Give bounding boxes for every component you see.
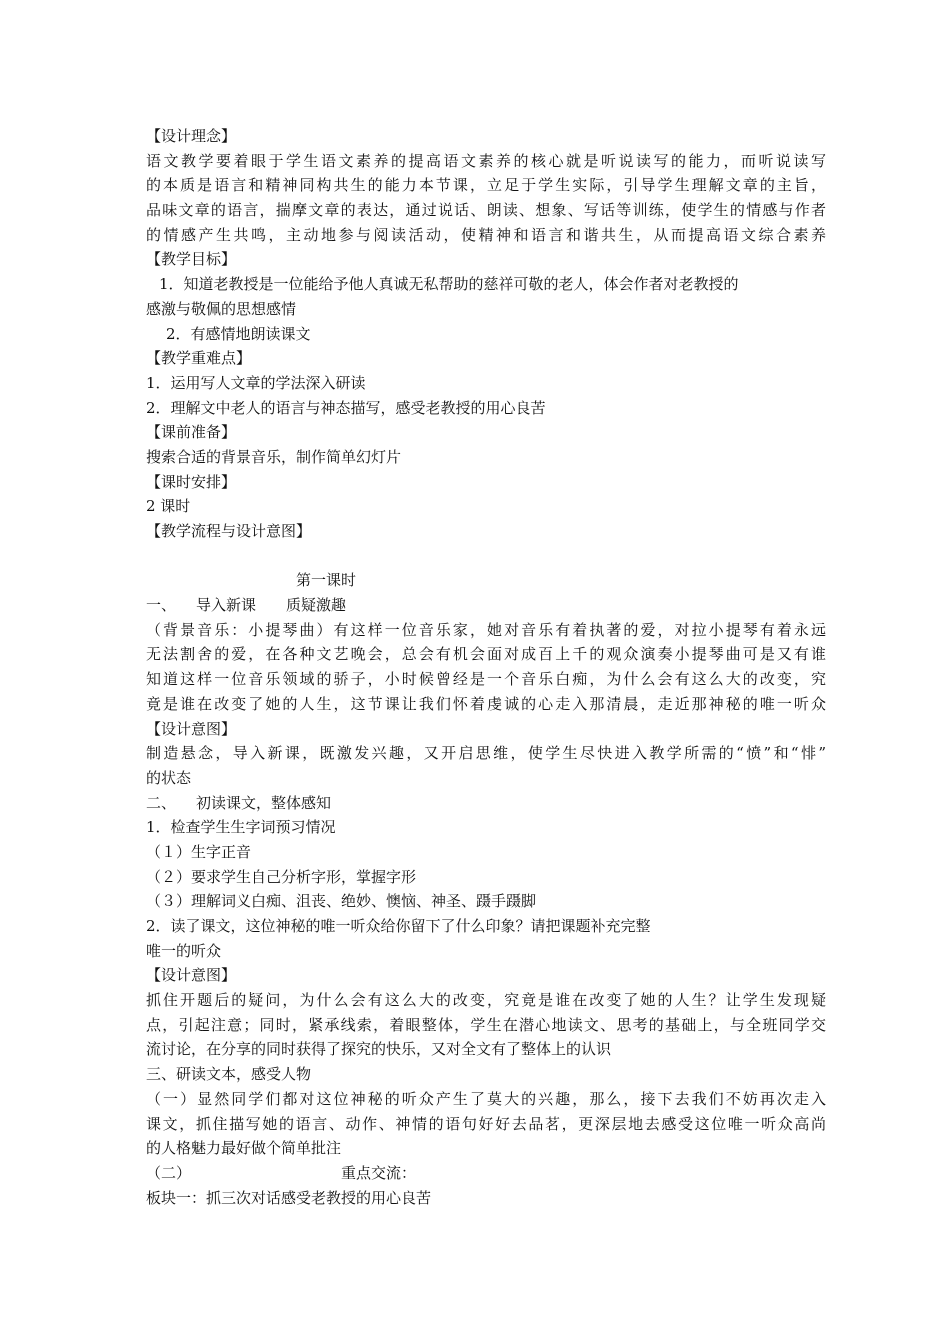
schedule-heading: 【课时安排】 (146, 472, 237, 491)
part-3-sub-2-title: 重点交流： (341, 1163, 417, 1182)
key-point-1: 1．运用写人文章的学法深入研读 (146, 373, 366, 392)
goal-1-line-1: 1．知道老教授是一位能给予他人真诚无私帮助的慈祥可敬的老人，体会作者对老教授的 (159, 275, 739, 294)
goal-1-line-2: 感激与敬佩的思想感情 (146, 299, 297, 318)
part-1-line: 竟是谁在改变了她的人生，这节课让我们怀着虔诚的心走入那清晨，走近那神秘的唯一听众 (146, 694, 826, 713)
schedule-text: 2 课时 (146, 497, 191, 516)
part-3-heading: 三、研读文本，感受人物 (146, 1065, 312, 1084)
part-1-number: 一、 (146, 596, 177, 615)
blank-line (146, 544, 826, 569)
part-2-heading (146, 791, 826, 816)
part-2-intent-heading: 【设计意图】 (146, 966, 237, 985)
design-concept-line: 品味文章的语言，揣摩文章的表达，通过说话、朗读、想象、写话等训练，使学生的情感与作者 (146, 201, 826, 220)
part-1-intent-line: 的状态 (146, 768, 192, 787)
part-1-intent-heading: 【设计意图】 (146, 719, 237, 738)
part-3-block-1: 板块一：抓三次对话感受老教授的用心良苦 (146, 1188, 432, 1207)
goal-2: 2．有感情地朗读课文 (166, 324, 311, 343)
flow-heading: 【教学流程与设计意图】 (146, 522, 312, 540)
part-3-sub-1-line: （一）显然同学们都对这位神秘的听众产生了莫大的兴趣，那么，接下去我们不妨再次走入 (146, 1089, 826, 1108)
part-1-title-a: 导入新课 (196, 596, 257, 615)
part-2-sub-1: （１）生字正音 (146, 842, 252, 861)
part-3-sub-1-line: 的人格魅力最好做个简单批注 (146, 1139, 342, 1158)
part-2-title: 初读课文，整体感知 (196, 793, 332, 812)
part-2-intent-line: 流讨论，在分享的同时获得了探究的快乐，又对全文有了整体上的认识 (146, 1040, 612, 1059)
teaching-goals-heading: 【教学目标】 (146, 250, 237, 269)
part-2-item-1: 1．检查学生生字词预习情况 (146, 818, 336, 837)
preparation-heading: 【课前准备】 (146, 423, 237, 442)
part-3-sub-2-number: （二） (146, 1163, 192, 1182)
part-1-line: 无法割舍的爱，在各种文艺晚会，总会有机会面对成百上千的观众演奏小提琴曲可是又有谁 (146, 645, 826, 664)
key-points-heading: 【教学重难点】 (146, 349, 252, 368)
part-2-sub-3: （３）理解词义白痴、沮丧、绝妙、懊恼、神圣、蹑手蹑脚 (146, 892, 537, 911)
part-2-blank-title: 唯一的听众 (146, 941, 222, 960)
part-1-heading (146, 593, 826, 618)
preparation-text: 搜索合适的背景音乐，制作简单幻灯片 (146, 447, 402, 466)
part-1-line: 知道这样一位音乐领域的骄子，小时候曾经是一个音乐白痴，为什么会有这么大的改变，究 (146, 670, 826, 689)
lesson-title: 第一课时 (296, 571, 357, 590)
part-2-number: 二、 (146, 793, 177, 812)
part-1-intent-line: 制造悬念，导入新课，既激发兴趣，又开启思维，使学生尽快进入教学所需的“愤”和“悱” (146, 744, 826, 763)
part-3-sub-2-heading (146, 1161, 826, 1186)
part-2-sub-2: （２）要求学生自己分析字形，掌握字形 (146, 867, 417, 886)
part-1-title-b: 质疑激趣 (286, 596, 347, 615)
part-2-intent-line: 点，引起注意；同时，紧承线索，着眼整体，学生在潜心地读文、思考的基础上，与全班同学交 (146, 1015, 826, 1034)
part-3-sub-1-line: 课文，抓住描写她的语言、动作、神情的语句好好去品茗，更深层地去感受这位唯一听众高尚 (146, 1114, 826, 1133)
design-concept-line: 语文教学要着眼于学生语文素养的提高语文素养的核心就是听说读写的能力，而听说读写 (146, 151, 826, 170)
part-2-item-2: 2．读了课文，这位神秘的唯一听众给你留下了什么印象？请把课题补充完整 (146, 917, 651, 935)
document-page (146, 124, 826, 1210)
part-2-intent-line: 抓住开题后的疑问，为什么会有这么大的改变，究竟是谁在改变了她的人生？让学生发现疑 (146, 991, 826, 1010)
design-concept-heading: 【设计理念】 (146, 127, 237, 145)
design-concept-line: 的情感产生共鸣，主动地参与阅读活动，使精神和语言和谐共生，从而提高语文综合素养 (146, 225, 826, 244)
key-point-2: 2．理解文中老人的语言与神态描写，感受老教授的用心良苦 (146, 398, 546, 417)
part-1-line: （背景音乐：小提琴曲）有这样一位音乐家，她对音乐有着执著的爱，对拉小提琴有着永远 (146, 620, 826, 639)
design-concept-line: 的本质是语言和精神同构共生的能力本节课，立足于学生实际，引导学生理解文章的主旨， (146, 176, 826, 195)
